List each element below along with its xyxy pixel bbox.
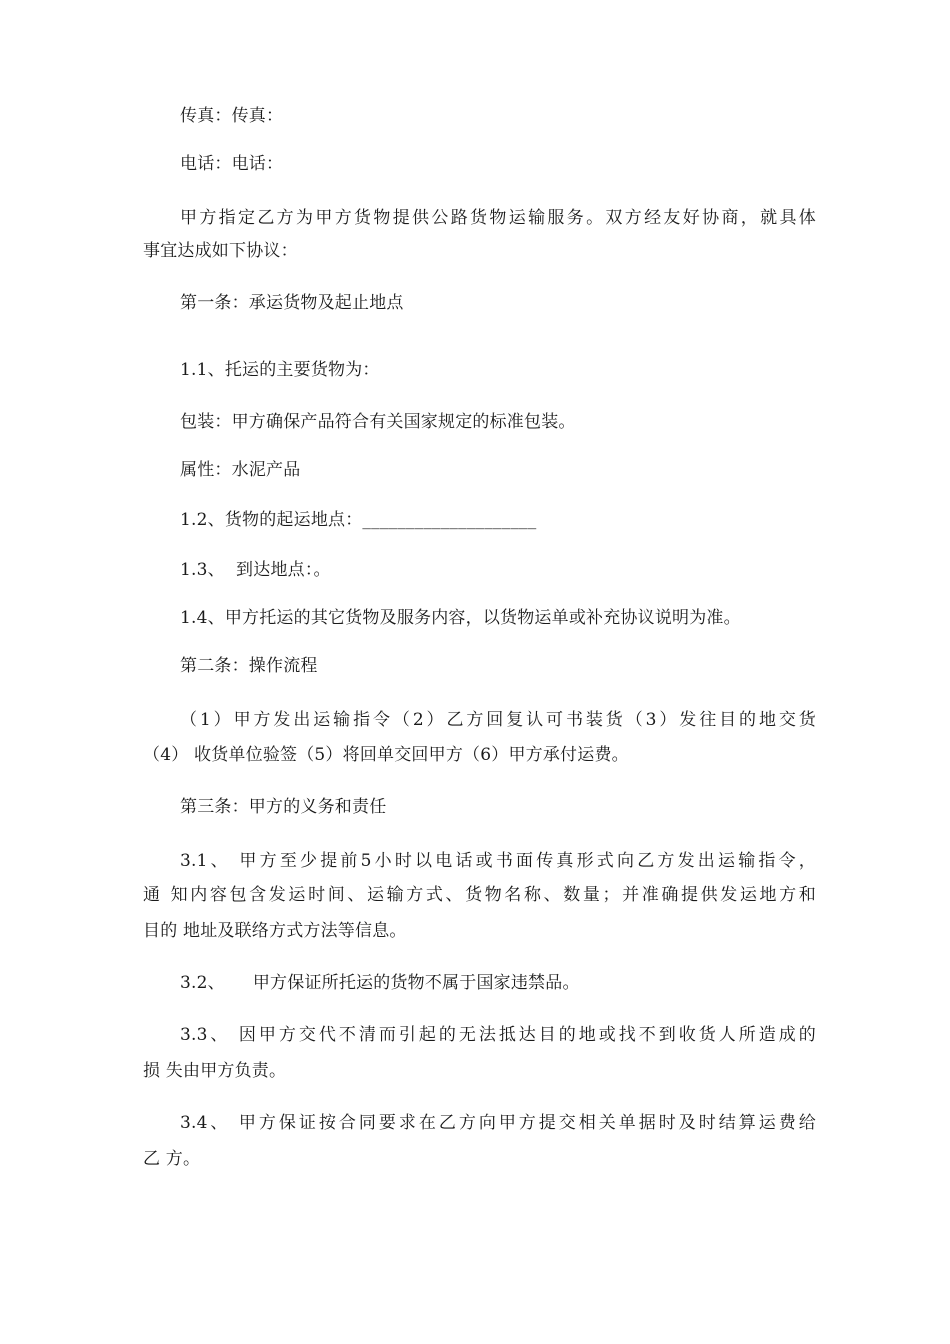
article2-title: 第二条：操作流程	[180, 656, 318, 676]
intro-line-2: 事宜达成如下协议：	[143, 241, 298, 261]
article2-line-1: （1）甲方发出运输指令（2）乙方回复认可书装货（3）发往目的地交货	[180, 710, 816, 730]
article3-item-3-4-line-1: 3.4、 甲方保证按合同要求在乙方向甲方提交相关单据时及时结算运费给	[180, 1113, 816, 1133]
article3-item-3-4-line-2: 乙 方。	[143, 1149, 201, 1169]
article3-item-3-2: 3.2、 甲方保证所托运的货物不属于国家违禁品。	[180, 973, 580, 993]
article1-title: 第一条：承运货物及起止地点	[180, 293, 404, 313]
article3-item-3-1-line-1: 3.1、 甲方至少提前5小时以电话或书面传真形式向乙方发出运输指令，	[180, 851, 816, 871]
article1-item-1-2: 1.2、货物的起运地点：____________________	[180, 510, 537, 530]
article3-item-3-1-line-2: 通 知内容包含发运时间、运输方式、货物名称、数量；并准确提供发运地方和	[143, 885, 816, 905]
article1-item-1-4: 1.4、甲方托运的其它货物及服务内容，以货物运单或补充协议说明为准。	[180, 608, 741, 628]
article1-item-1-3: 1.3、 到达地点：。	[180, 560, 331, 580]
article1-property: 属性：水泥产品	[180, 460, 301, 480]
article1-packaging: 包装：甲方确保产品符合有关国家规定的标准包装。	[180, 412, 576, 432]
intro-line-1: 甲方指定乙方为甲方货物提供公路货物运输服务。双方经友好协商，就具体	[180, 208, 816, 228]
fax-line: 传真：传真：	[180, 106, 284, 126]
article1-item-1-1: 1.1、托运的主要货物为：	[180, 360, 380, 380]
article3-item-3-1-line-3: 目的 地址及联络方式方法等信息。	[143, 921, 407, 941]
article3-item-3-3-line-2: 损 失由甲方负责。	[143, 1061, 287, 1081]
article3-title: 第三条：甲方的义务和责任	[180, 797, 387, 817]
article2-line-2: （4） 收货单位验签（5）将回单交回甲方（6）甲方承付运费。	[143, 745, 629, 765]
phone-line: 电话：电话：	[180, 154, 284, 174]
article3-item-3-3-line-1: 3.3、 因甲方交代不清而引起的无法抵达目的地或找不到收货人所造成的	[180, 1025, 816, 1045]
